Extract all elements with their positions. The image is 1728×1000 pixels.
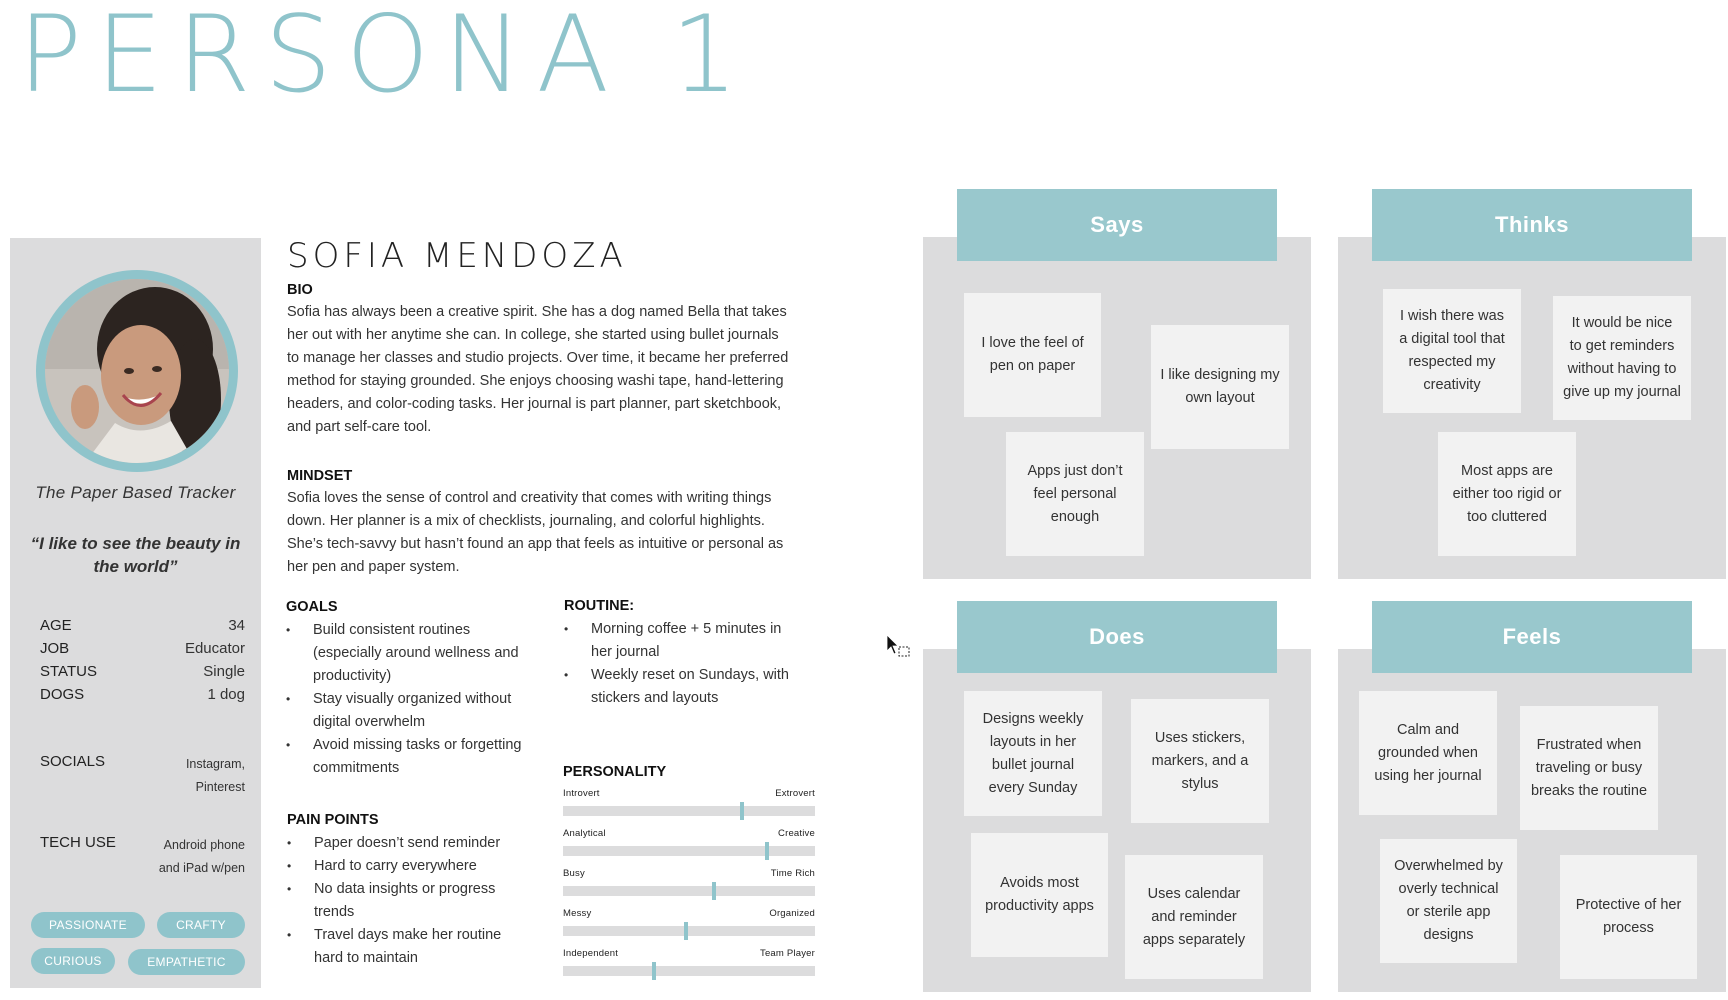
socials-block [40, 753, 245, 799]
sticky-note [1151, 325, 1289, 449]
tech-use-label: TECH USE [40, 834, 116, 851]
list-item [314, 878, 547, 924]
trait-thumb [740, 802, 744, 820]
trait-right-label: Team Player [760, 948, 815, 959]
note-line: to get reminders [1569, 338, 1675, 354]
trait-track [563, 886, 815, 896]
note-line: give up my journal [1563, 384, 1681, 400]
list-line: productivity) [313, 668, 392, 684]
trait-track [563, 926, 815, 936]
note-line: and reminder [1151, 908, 1237, 925]
note-line: Apps just don’t [1027, 462, 1123, 479]
trait-left-label: Busy [563, 868, 585, 879]
sticky-note [971, 833, 1108, 957]
note-line: I love the feel of [981, 335, 1084, 351]
note-line: a digital tool that [1399, 331, 1505, 347]
note-line: I wish there was [1400, 308, 1504, 324]
list-item [591, 618, 824, 664]
note-line: Frustrated when [1536, 736, 1642, 753]
sticky-note [1359, 691, 1497, 815]
sticky-note [1553, 296, 1691, 420]
bio-line: her out with her anytime she can. In college, she started using bullet journals [287, 327, 779, 343]
list-item [313, 619, 556, 688]
sticky-note [1520, 706, 1658, 830]
sticky-note [1438, 432, 1576, 556]
list-item [591, 664, 824, 710]
note-line: Avoids most [1000, 875, 1079, 891]
personality-sliders [563, 788, 815, 988]
trait-left-label: Messy [563, 908, 592, 919]
persona-facts [40, 614, 245, 706]
sticky-note [1560, 855, 1697, 979]
list-line: commitments [313, 760, 400, 776]
bio-line: Sofia has always been a creative spirit. She has a dog named Bella that takes [287, 304, 787, 320]
note-line: respected my [1408, 354, 1496, 370]
note-line: Designs weekly [982, 710, 1084, 727]
note-line: grounded when [1378, 744, 1478, 761]
avatar [45, 279, 229, 463]
trait-left-label: Analytical [563, 828, 606, 839]
mindset-text [287, 487, 817, 579]
pain-points-list [287, 832, 547, 970]
sticky-note [1131, 699, 1269, 823]
bio-line: and part self-care tool. [287, 419, 432, 435]
sticky-note [1383, 289, 1521, 413]
list-line: • Hard to carry everywhere [314, 858, 477, 874]
routine-section [564, 598, 824, 710]
socials-value [186, 753, 245, 799]
thinks-header: Thinks [1372, 189, 1692, 261]
trait-slider [563, 788, 815, 828]
note-line: pen on paper [989, 358, 1076, 374]
sticky-note [1125, 855, 1263, 979]
list-line: hard to maintain [314, 950, 418, 966]
personality-heading: PERSONALITY [563, 764, 667, 780]
trait-right-label: Organized [769, 908, 815, 919]
note-line: or sterile app [1406, 904, 1491, 920]
bio-line: method for staying grounded. She enjoys choosing washi tape, hand-lettering [287, 373, 784, 389]
list-item [314, 924, 547, 970]
list-line: • Travel days make her routine [314, 927, 502, 943]
note-line: Uses calendar [1147, 885, 1241, 902]
note-line: Uses stickers, [1154, 729, 1246, 746]
note-line: apps separately [1142, 931, 1246, 948]
fact-value: 34 [228, 617, 245, 634]
fact-label: AGE [40, 617, 72, 634]
list-line: • Stay visually organized without [313, 691, 512, 707]
list-line: • Morning coffee + 5 minutes in [591, 621, 782, 637]
note-line: without having to [1567, 361, 1677, 377]
pain-points-section [287, 812, 547, 970]
bio-text [287, 301, 817, 439]
sticky-note [1380, 839, 1517, 963]
trait-thumb [712, 882, 716, 900]
mindset-line: She’s tech-savvy but hasn’t found an app that feels as intuitive or personal as [287, 536, 784, 552]
note-line: designs [1423, 927, 1474, 943]
note-line: layouts in her [989, 733, 1077, 750]
note-line: every Sunday [988, 779, 1078, 796]
list-item [313, 688, 556, 734]
note-line: traveling or busy [1535, 759, 1643, 776]
list-line: trends [314, 904, 355, 920]
personality-section [563, 764, 815, 988]
mindset-section [287, 468, 817, 579]
persona-name: SOFIA MENDOZA [287, 236, 627, 276]
list-line: • Weekly reset on Sundays, with [591, 667, 789, 683]
fact-value: 1 dog [207, 686, 245, 703]
persona-role: The Paper Based Tracker [35, 483, 236, 502]
sticky-note [964, 293, 1101, 417]
tag-crafty: CRAFTY [157, 912, 245, 938]
note-line: bullet journal [991, 756, 1075, 773]
tag-empathetic: EMPATHETIC [128, 949, 245, 975]
note-line: own layout [1185, 390, 1255, 406]
note-line: feel personal [1033, 485, 1117, 502]
trait-track [563, 846, 815, 856]
says-header: Says [957, 189, 1277, 261]
tech-use-value [159, 834, 245, 880]
fact-label: DOGS [40, 686, 85, 703]
note-line: process [1603, 920, 1654, 936]
tag-curious: CURIOUS [31, 948, 115, 974]
does-header: Does [957, 601, 1277, 673]
note-line: overly technical [1398, 881, 1499, 897]
list-item [314, 855, 547, 878]
fact-dogs [40, 683, 245, 706]
trait-right-label: Time Rich [770, 868, 815, 879]
list-line: • Avoid missing tasks or forgetting [313, 737, 522, 753]
tech-use-value-line: and iPad w/pen [158, 861, 245, 875]
note-line: too cluttered [1467, 508, 1547, 525]
note-line: breaks the routine [1530, 782, 1648, 799]
goals-list [286, 619, 556, 780]
bio-section [287, 282, 817, 439]
fact-label: JOB [40, 640, 70, 657]
mindset-heading: MINDSET [287, 468, 353, 484]
bio-heading: BIO [287, 282, 313, 298]
socials-value-line: Pinterest [195, 780, 245, 794]
trait-track [563, 806, 815, 816]
mindset-line: down. Her planner is a mix of checklists, journaling, and colorful highlights. [287, 513, 765, 529]
tech-use-block [40, 834, 245, 880]
tech-use-value-line: Android phone [163, 838, 245, 852]
mouse-cursor-icon [886, 634, 912, 665]
fact-status [40, 660, 245, 683]
note-line: Protective of her [1575, 897, 1682, 913]
note-line: I like designing my [1160, 367, 1280, 383]
trait-right-label: Creative [778, 828, 815, 839]
note-line: creativity [1423, 377, 1481, 393]
list-line: her journal [591, 644, 660, 660]
goals-heading: GOALS [286, 599, 338, 615]
sticky-note [1006, 432, 1144, 556]
note-line: stylus [1181, 775, 1219, 792]
trait-right-label: Extrovert [775, 788, 815, 799]
trait-slider [563, 868, 815, 908]
fact-job [40, 637, 245, 660]
list-line: (especially around wellness and [313, 645, 519, 661]
goals-section [286, 599, 556, 780]
list-line: • Paper doesn’t send reminder [314, 835, 501, 851]
feels-header: Feels [1372, 601, 1692, 673]
trait-thumb [652, 962, 656, 980]
note-line: Most apps are [1461, 462, 1553, 479]
fact-value: Educator [184, 640, 245, 657]
mindset-line: Sofia loves the sense of control and creativity that comes with writing things [287, 490, 772, 506]
sticky-note [964, 691, 1102, 816]
fact-value: Single [203, 663, 245, 680]
note-line: enough [1050, 508, 1100, 525]
list-line: stickers and layouts [591, 690, 719, 706]
tag-passionate: PASSIONATE [31, 912, 145, 938]
list-item [313, 734, 556, 780]
trait-thumb [684, 922, 688, 940]
note-line: productivity apps [985, 898, 1094, 914]
socials-value-line: Instagram, [185, 757, 245, 771]
note-line: Overwhelmed by [1394, 858, 1503, 874]
trait-left-label: Introvert [563, 788, 600, 799]
bio-line: headers, and color-coding tasks. Her journal is part planner, part sketchbook, [287, 396, 782, 412]
note-line: Calm and [1396, 721, 1460, 738]
trait-slider [563, 828, 815, 868]
trait-slider [563, 948, 815, 988]
trait-slider [563, 908, 815, 948]
list-line: • Build consistent routines [313, 622, 471, 638]
list-line: • No data insights or progress [314, 881, 496, 897]
socials-label: SOCIALS [40, 753, 106, 770]
list-item [314, 832, 547, 855]
note-line: It would be nice [1571, 315, 1673, 331]
note-line: using her journal [1374, 767, 1482, 784]
note-line: markers, and a [1151, 752, 1249, 769]
persona-quote: “I like to see the beauty in the world” [30, 534, 241, 576]
fact-age [40, 614, 245, 637]
trait-left-label: Independent [563, 948, 619, 959]
list-line: digital overwhelm [313, 714, 426, 730]
fact-label: STATUS [40, 663, 97, 680]
trait-track [563, 966, 815, 976]
page-title: PERSONA 1 [18, 0, 753, 116]
routine-heading: ROUTINE: [564, 598, 635, 614]
trait-thumb [765, 842, 769, 860]
bio-line: to manage her classes and studio projects. Over time, it became her preferred [287, 350, 789, 366]
mindset-line: her pen and paper system. [287, 559, 460, 575]
routine-list [564, 618, 824, 710]
note-line: either too rigid or [1452, 485, 1562, 502]
pain-points-heading: PAIN POINTS [287, 812, 379, 828]
